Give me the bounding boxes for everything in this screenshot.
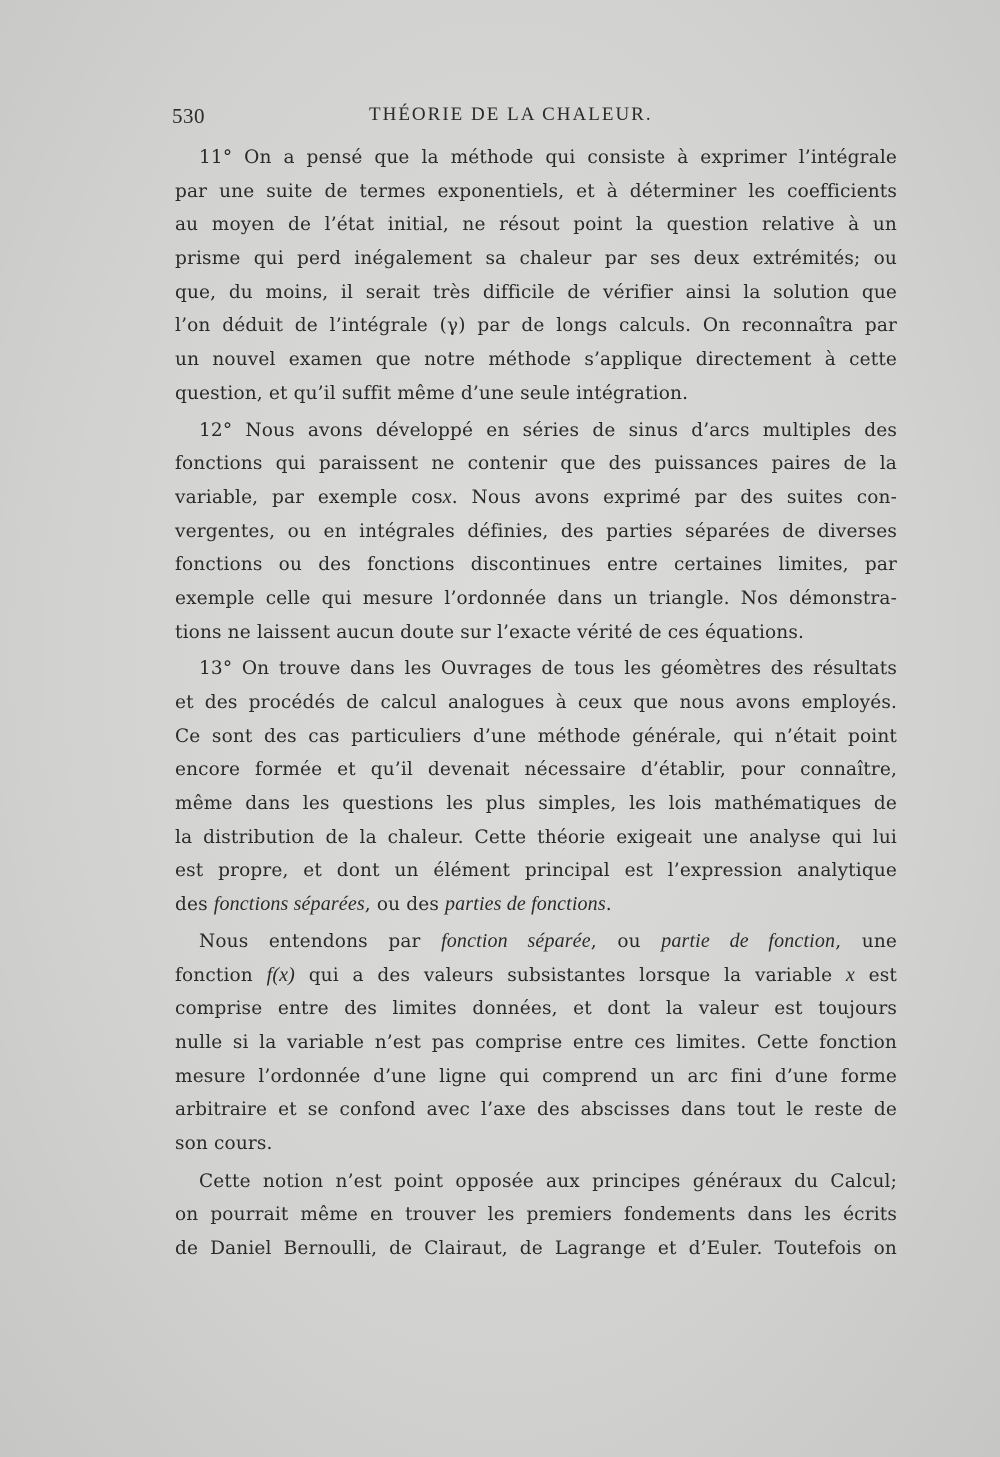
text-line: fonctions ou des fonctions discontinues entre certaines limites, par [175, 554, 897, 576]
text-line: fonction f(x) qui a des valeurs subsistantes lorsque la variable x est [175, 963, 897, 986]
text-line: Nous entendons par fonction séparée, ou partie de fonction, une [199, 929, 897, 952]
text-line: Ce sont des cas particuliers d’une méthode générale, qui n’était point [175, 725, 897, 747]
page-number: 530 [172, 104, 205, 128]
text-line: son cours. [175, 1132, 273, 1154]
text-line: question, et qu’il suffit même d’une seule intégration. [175, 382, 689, 404]
text-line: est propre, et dont un élément principal est l’expression analytique [175, 860, 897, 882]
text-line: vergentes, ou en intégrales définies, des parties séparées de diverses [175, 520, 897, 542]
text-line: prisme qui perd inégalement sa chaleur par ses deux extrémités; ou [175, 248, 897, 270]
text-line: et des procédés de calcul analogues à ceux que nous avons employés. [175, 692, 897, 713]
text-line: que, du moins, il serait très difficile de vérifier ainsi la solution que [175, 281, 897, 303]
text-line: nulle si la variable n’est pas comprise entre ces limites. Cette fonction [175, 1031, 897, 1053]
running-title: THÉORIE DE LA CHALEUR. [369, 104, 653, 125]
text-line: encore formée et qu’il devenait nécessaire d’établir, pour connaître, [175, 759, 897, 781]
text-line: 11° On a pensé que la méthode qui consiste à exprimer l’intégrale [199, 147, 897, 168]
text-line: de Daniel Bernoulli, de Clairaut, de Lagrange et d’Euler. Toutefois on [175, 1238, 897, 1259]
text-line: même dans les questions les plus simples, les lois mathématiques de [175, 793, 897, 815]
text-line: fonctions qui paraissent ne contenir que des puissances paires de la [175, 453, 897, 475]
text-line: 12° Nous avons développé en séries de sinus d’arcs multiples des [199, 419, 897, 441]
body-text [175, 141, 897, 1266]
text-line: au moyen de l’état initial, ne résout point la question relative à un [175, 214, 897, 236]
text-line: 13° On trouve dans les Ouvrages de tous les géomètres des résultats [199, 658, 897, 680]
text-line: l’on déduit de l’intégrale (γ) par de longs calculs. On reconnaîtra par [175, 315, 897, 337]
text-line: comprise entre des limites données, et dont la valeur est toujours [175, 998, 897, 1020]
text-line: mesure l’ordonnée d’une ligne qui comprend un arc fini d’une forme [175, 1065, 897, 1087]
text-line: variable, par exemple cosx. Nous avons exprimé par des suites con- [175, 485, 897, 508]
text-line: la distribution de la chaleur. Cette théorie exigeait une analyse qui lui [175, 826, 897, 848]
text-line: Cette notion n’est point opposée aux principes généraux du Calcul; [199, 1170, 897, 1192]
text-line: par une suite de termes exponentiels, et à déterminer les coefficients [175, 180, 897, 202]
text-line: exemple celle qui mesure l’ordonnée dans un triangle. Nos démonstra- [175, 587, 897, 609]
text-line: on pourrait même en trouver les premiers fondements dans les écrits [175, 1204, 897, 1226]
text-line: un nouvel examen que notre méthode s’applique directement à cette [175, 349, 897, 371]
text-line: tions ne laissent aucun doute sur l’exacte vérité de ces équations. [175, 621, 805, 643]
text-line: arbitraire et se confond avec l’axe des abscisses dans tout le reste de [175, 1099, 897, 1121]
page-header [172, 104, 897, 134]
text-line: des fonctions séparées, ou des parties de fonctions. [175, 893, 612, 916]
